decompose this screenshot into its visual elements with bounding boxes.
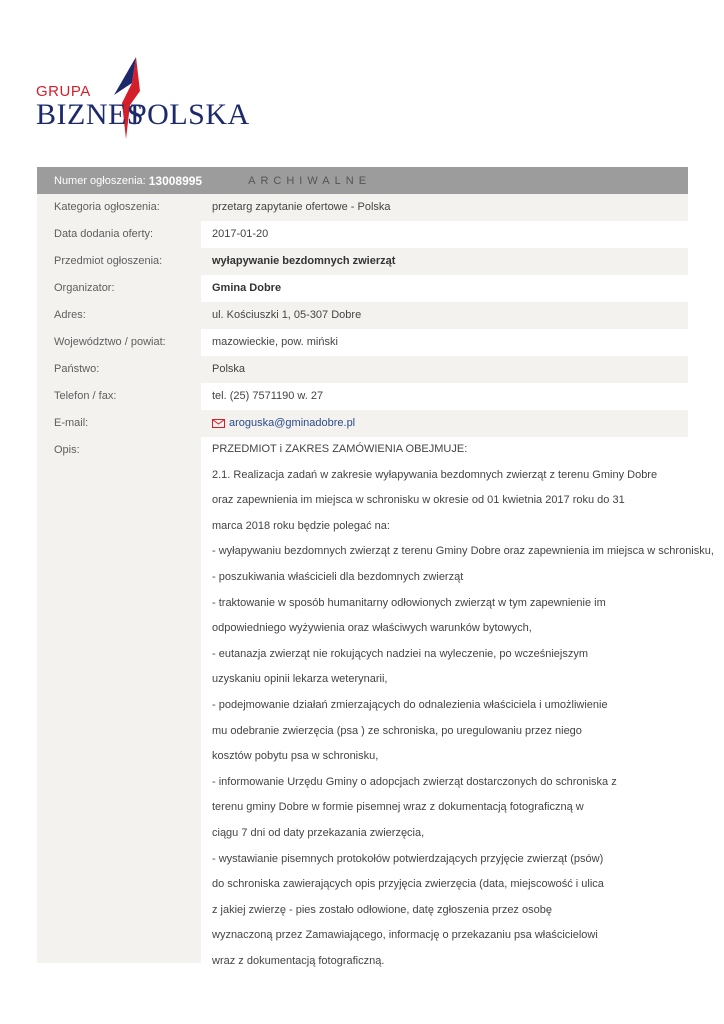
description-line: z jakiej zwierzę - pies zostało odłowione, datę zgłoszenia przez osobę [212,903,552,916]
description-line: uzyskaniu opinii lekarza weterynarii, [212,673,388,686]
description-line: wraz z dokumentacją fotograficzną. [212,954,385,967]
row-category [37,194,688,221]
row-value: mazowieckie, pow. miński [212,336,338,348]
description-line: odpowiedniego wyżywienia oraz właściwych warunków bytowych, [212,622,532,635]
description-line: - wystawianie pisemnych protokołów potwierdzających przyjęcie zwierząt (psów) [212,852,604,865]
row-value [201,410,688,437]
listing-header [37,167,688,194]
logo-biznes-text: BIZNES [36,98,144,131]
row-value: tel. (25) 7571190 w. 27 [212,390,324,402]
logo-grupa-text: GRUPA [36,83,91,100]
row-label: Data dodania oferty: [37,221,201,248]
row-email [37,410,688,437]
logo-polska-text: POLSKA [130,98,250,131]
description-line: wyznaczoną przez Zamawiającego, informację o przekazaniu psa właścicielowi [212,929,598,942]
row-country [37,356,688,383]
description-line: PRZEDMIOT i ZAKRES ZAMÓWIENIA OBEJMUJE: [212,443,468,455]
row-label: E-mail: [37,410,201,437]
description-line: - podejmowanie działań zmierzających do odnalezienia właściciela i umożliwienie [212,698,608,711]
row-phone [37,383,688,410]
row-value: 2017-01-20 [212,228,269,240]
description-line: ciągu 7 dni od daty przekazania zwierzęcia, [212,826,425,839]
row-value: przetarg zapytanie ofertowe - Polska [201,194,688,221]
row-value: Polska [201,356,688,383]
description-line: marca 2018 roku będzie polegać na: [212,519,390,532]
description-line: - eutanazja zwierząt nie rokujących nadziei na wyleczenie, po wcześniejszym [212,647,589,660]
description-line: - informowanie Urzędu Gminy o adopcjach zwierząt dostarczonych do schroniska z [212,775,617,788]
row-label: Opis: [37,437,201,963]
row-date [37,221,688,248]
row-label: Państwo: [37,356,201,383]
description-line: - wyłapywaniu bezdomnych zwierząt z terenu Gminy Dobre oraz zapewnienia im miejsca w schronisku, [212,545,714,558]
row-value: wyłapywanie bezdomnych zwierząt [201,248,688,275]
listing-number-value: 13008995 [148,173,203,188]
row-label: Adres: [37,302,201,329]
row-label: Kategoria ogłoszenia: [37,194,201,221]
row-label: Przedmiot ogłoszenia: [37,248,201,275]
row-value: ul. Kościuszki 1, 05-307 Dobre [201,302,688,329]
description-line: do schroniska zawierających opis przyjęcia zwierzęcia (data, miejscowość i ulica [212,878,604,891]
row-label: Organizator: [37,275,201,302]
row-address [37,302,688,329]
row-label: Telefon / fax: [37,383,201,410]
description-line: kosztów pobytu psa w schronisku, [212,750,379,763]
envelope-icon [212,419,225,428]
description-text [201,437,714,974]
company-logo [36,55,250,143]
description-line: 2.1. Realizacja zadań w zakresie wyłapywania bezdomnych zwierząt z terenu Gminy Dobre [212,468,658,481]
description-line: - poszukiwania właścicieli dla bezdomnych zwierząt [212,570,464,583]
row-description [37,437,714,974]
description-line: - traktowanie w sposób humanitarny odłowionych zwierząt w tym zapewnienie im [212,596,606,609]
listing-table [37,167,714,974]
description-line: terenu gminy Dobre w formie pisemnej wraz z dokumentacją fotograficzną w [212,801,584,814]
listing-number-label: Numer ogłoszenia: [54,174,146,187]
email-link[interactable]: aroguska@gminadobre.pl [229,417,356,429]
row-organizer [37,275,688,302]
description-line: oraz zapewnienia im miejsca w schronisku w okresie od 01 kwietnia 2017 roku do 31 [212,494,625,507]
description-line: mu odebranie zwierzęcia (psa ) ze schroniska, po uregulowaniu przez niego [212,724,582,737]
archival-status: ARCHIWALNE [248,174,372,187]
row-subject [37,248,688,275]
row-region [37,329,688,356]
row-label: Województwo / powiat: [37,329,201,356]
row-value: Gmina Dobre [212,282,282,294]
